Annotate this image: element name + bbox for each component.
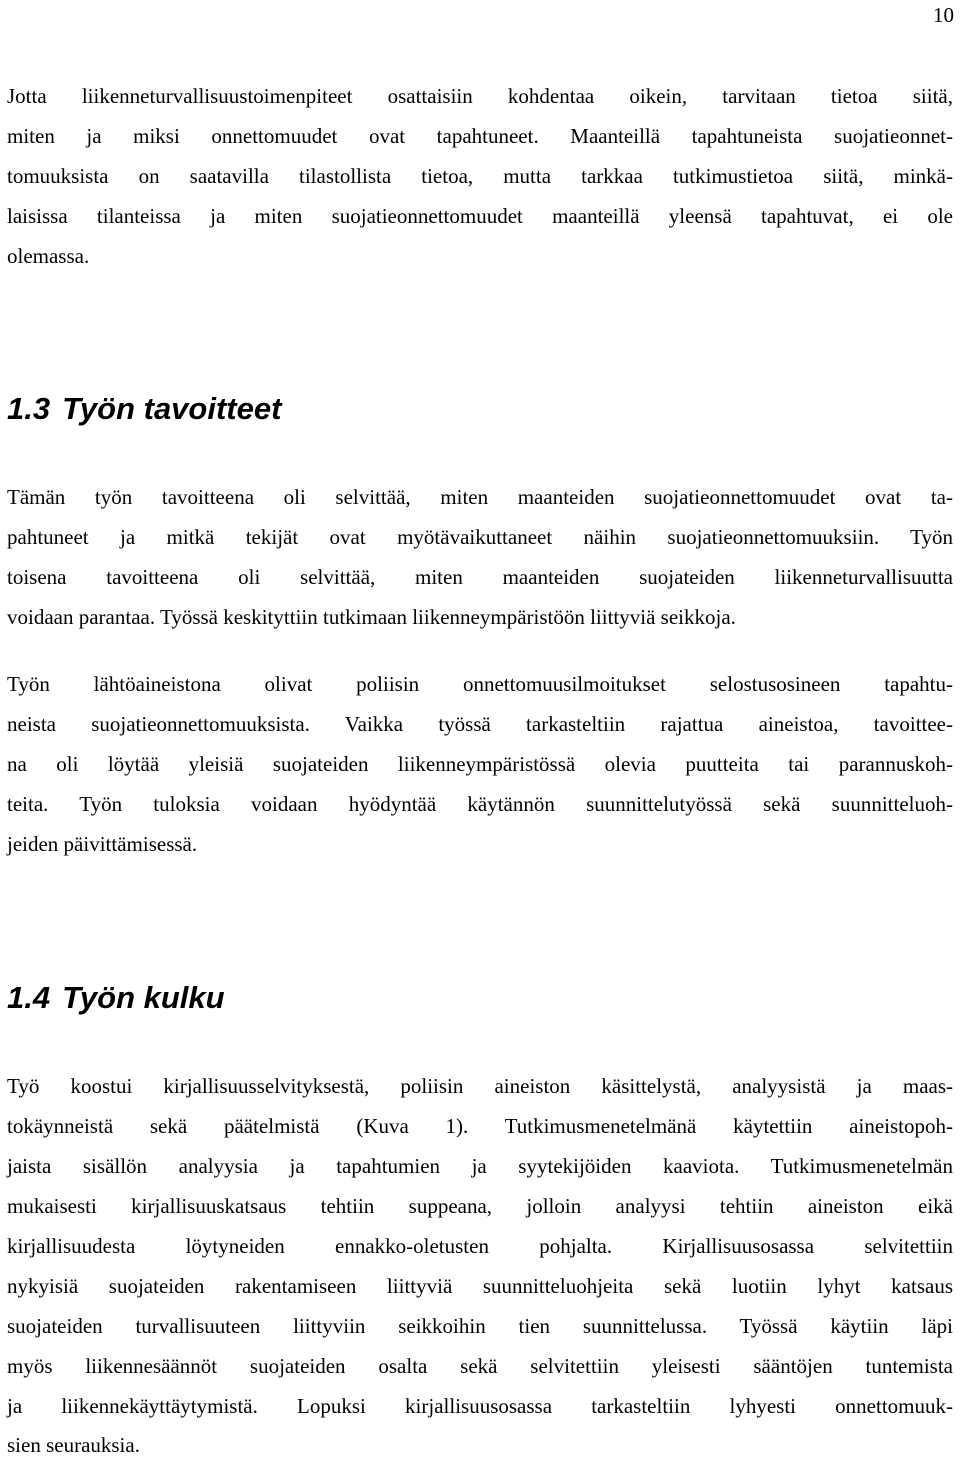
text-line: nykyisiä suojateiden rakentamiseen liittyviä suunnitteluohjeita sekä luotiin lyhyt katsaus (7, 1274, 953, 1298)
text-line: voidaan parantaa. Työssä keskityttiin tutkimaan liikenneympäristöön liittyviä seikkoja. (7, 605, 736, 629)
text-line: toisena tavoitteena oli selvittää, miten maanteiden suojateiden liikenneturvallisuutta (7, 565, 953, 589)
text-line: neista suojatieonnettomuuksista. Vaikka työssä tarkasteltiin rajattua aineistoa, tavoittee- (7, 712, 953, 736)
text-line: na oli löytää yleisiä suojateiden liikenneympäristössä olevia puutteita tai parannuskoh- (7, 752, 953, 776)
text-line: tomuuksista on saatavilla tilastollista tietoa, mutta tarkkaa tutkimustietoa siitä, minkä- (7, 164, 953, 188)
text-line: olemassa. (7, 244, 90, 268)
section-heading (7, 391, 281, 427)
text-line: jaista sisällön analyysia ja tapahtumien ja syytekijöiden kaaviota. Tutkimusmenetelmän (7, 1154, 953, 1178)
text-line: kirjallisuudesta löytyneiden ennakko-oletusten pohjalta. Kirjallisuusosassa selvitettiin (7, 1234, 953, 1258)
text-line: suojateiden turvallisuuteen liittyviin seikkoihin tien suunnittelussa. Työssä käytiin läpi (7, 1314, 953, 1338)
text-line: Työ koostui kirjallisuusselvityksestä, poliisin aineiston käsittelystä, analyysistä ja maas- (7, 1074, 953, 1098)
text-line: pahtuneet ja mitkä tekijät ovat myötävaikuttaneet näihin suojatieonnettomuuksiin. Työn (7, 525, 953, 549)
section-title: Työn tavoitteet (62, 391, 282, 426)
text-line: myös liikennesäännöt suojateiden osalta sekä selvitettiin yleisesti sääntöjen tuntemista (7, 1354, 953, 1378)
text-line: Jotta liikenneturvallisuustoimenpiteet osattaisiin kohdentaa oikein, tarvitaan tietoa siitä, (7, 84, 953, 108)
text-line: mukaisesti kirjallisuuskatsaus tehtiin suppeana, jolloin analyysi tehtiin aineiston eikä (7, 1194, 953, 1218)
text-line: miten ja miksi onnettomuudet ovat tapahtuneet. Maanteillä tapahtuneista suojatieonnet- (7, 124, 953, 148)
text-line: sien seurauksia. (7, 1433, 140, 1457)
section-title: Työn kulku (62, 980, 225, 1015)
text-line: Työn lähtöaineistona olivat poliisin onnettomuusilmoitukset selostusosineen tapahtu- (7, 672, 953, 696)
section-heading (7, 980, 225, 1016)
text-line: laisissa tilanteissa ja miten suojatieonnettomuudet maanteillä yleensä tapahtuvat, ei ole (7, 204, 953, 228)
text-line: Tämän työn tavoitteena oli selvittää, miten maanteiden suojatieonnettomuudet ovat ta- (7, 485, 953, 509)
section-number: 1.4 (7, 980, 51, 1015)
page-number: 10 (933, 3, 954, 27)
text-line: jeiden päivittämisessä. (7, 832, 198, 856)
text-line: ja liikennekäyttäytymistä. Lopuksi kirjallisuusosassa tarkasteltiin lyhyesti onnettomuuk- (7, 1394, 953, 1418)
text-line: teita. Työn tuloksia voidaan hyödyntää käytännön suunnittelutyössä sekä suunnitteluoh- (7, 792, 953, 816)
text-line: tokäynneistä sekä päätelmistä (Kuva 1). Tutkimusmenetelmänä käytettiin aineistopoh- (7, 1114, 953, 1138)
section-number: 1.3 (7, 391, 51, 426)
